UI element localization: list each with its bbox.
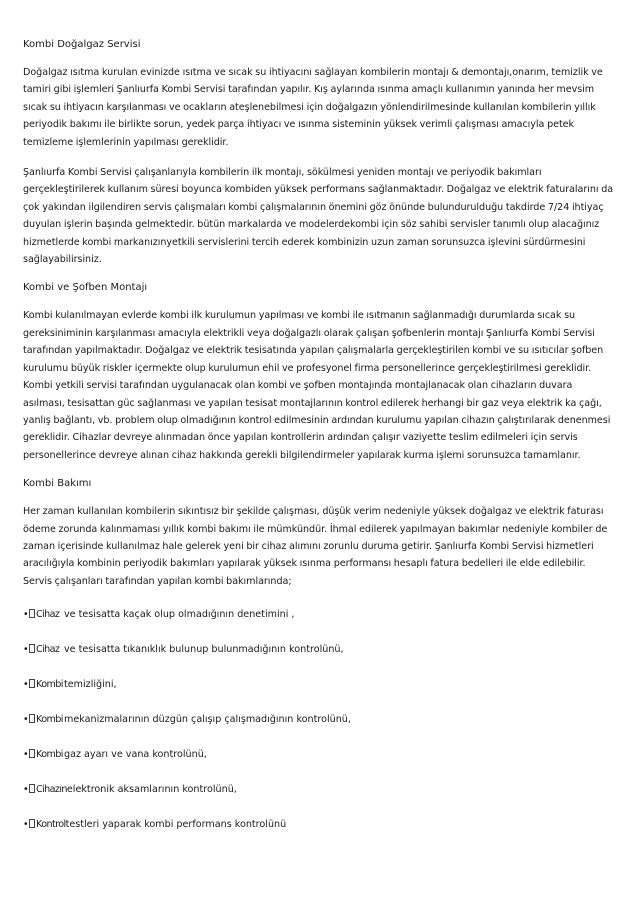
- list-item-lead: Kombi: [36, 714, 63, 726]
- missing-glyph-icon: [29, 644, 35, 653]
- list-item-lead: Kombi: [36, 749, 63, 761]
- list-item: [23, 748, 616, 761]
- list-item-lead: Cihazın: [36, 784, 67, 796]
- bakim-checklist: [23, 608, 616, 831]
- list-item-text: ve tesisatta kaçak olup olmadığının denetimini ,: [64, 609, 295, 621]
- list-item: [23, 643, 616, 656]
- list-item-text: elektronik aksamlarının kontrolünü,: [66, 784, 237, 796]
- bullet-icon: •: [23, 819, 29, 831]
- page-title: Kombi Doğalgaz Servisi: [23, 39, 141, 50]
- list-item-text: gaz ayarı ve vana kontrolünü,: [64, 749, 207, 761]
- bullet-icon: •: [23, 784, 29, 796]
- missing-glyph-icon: [29, 784, 35, 793]
- bullet-icon: •: [23, 749, 29, 761]
- missing-glyph-icon: [29, 714, 35, 723]
- missing-glyph-icon: [29, 679, 35, 688]
- list-item-text: temizliğini,: [64, 679, 117, 691]
- list-item: [23, 783, 616, 796]
- section-heading-montaj: Kombi ve Şofben Montajı: [23, 282, 148, 294]
- list-item: [23, 818, 616, 831]
- bullet-icon: •: [23, 609, 29, 621]
- list-item-text: ve tesisatta tıkanıklık bulunup bulunmadığının kontrolünü,: [64, 644, 344, 656]
- list-item-lead: Kombi: [36, 679, 63, 691]
- list-item-lead: Kontrol: [36, 819, 66, 831]
- section-heading-bakim: Kombi Bakımı: [23, 478, 92, 490]
- list-item: [23, 713, 616, 726]
- bakim-paragraph: Her zaman kullanılan kombilerin sıkıntısız bir şekilde çalışması, düşük verim nedeniyle yüksek doğalgaz ve elektrik faturası ödeme zorunda kalınmaması yıllık kombi bakımı ile mümkündür. İhmal edilerek yapılmayan bakımlar nedeniyle kombiler de zaman içerisinde kullanılmaz hale gelerek yeni bir cihaz alımını zorunlu duruma getirir. Şanlıurfa Kombi Servisi hizmetleri aracılığıyla kombinin periyodik bakımları yapılarak yüksek ısınma performansı hesaplı fatura bedelleri ile elde edilebilir. Servis çalışanları tarafından yapılan kombi bakımlarında;: [23, 506, 608, 587]
- intro-paragraph-1: Doğalgaz ısıtma kurulan evinizde ısıtma ve sıcak su ihtiyacını sağlayan kombilerin montajı & demontajı,onarım, temizlik ve tamiri gibi işlemleri Şanlıurfa Kombi Servisi tarafından yapılır. Kış aylarında ısınma amaçlı kullanımın yanında her mevsim sıcak su ihtiyacın karşılanması ve ocakların ateşlenebilmesi için doğalgazın yönlendirilmesinde kullanılan kombilerin yıllık periyodik bakımı ile birlikte sorun, yedek parça ihtiyacı ve ısınma sisteminin yüksek verimli çalışması amacıyla petek temizleme işlemlerinin yapılması gereklidir.: [23, 67, 603, 148]
- list-item-text: testleri yaparak kombi performans kontrolünü: [65, 819, 287, 831]
- intro-paragraph-2: Şanlıurfa Kombi Servisi çalışanlarıyla kombilerin ilk montajı, sökülmesi yeniden montajı ve periyodik bakımları gerçekleştirilerek kullanım süresi boyunca kombiden yüksek performans sağlanmaktadır. Doğalgaz ve elektrik faturalarını da çok yakından ilgilendiren servis çalışmaları kombi çalışmalarının önemini göz önünde bulundurulduğu takdirde 7/24 ihtiyaç duyulan işlerin başında gelmektedir. bütün markalarda ve modelerdekombi için söz sahibi servisler tanımlı olup alacağınız hizmetlerde kombi markanızınyetkili servislerini tercih ederek kombinizin uzun zaman sorunsuzca işlevini sürdürmesini sağlayabilirsiniz.: [23, 167, 614, 266]
- list-item-text: mekanizmalarının düzgün çalışıp çalışmadığının kontrolünü,: [64, 714, 351, 726]
- missing-glyph-icon: [29, 609, 35, 618]
- list-item-lead: Cihaz: [36, 644, 60, 656]
- bullet-icon: •: [23, 714, 29, 726]
- montaj-paragraph: Kombi kulanılmayan evlerde kombi ilk kurulumun yapılması ve kombi ile ısıtmanın sağlanmadığı durumlarda sıcak su gereksiniminin karşılanması amacıyla elektrikli veya doğalgazlı olarak çalışan şofbenlerin montajı Şanlıurfa Kombi Servisi tarafından yapılmaktadır. Doğalgaz ve elektrik tesisatında yapılan çalışmalarla gerçekleştirilen kombi ve su ısıtıcılar şofben kurulumu büyük riskler içermekte olup kurulumun ehil ve profesyonel firma personellerince gerçekleştirilmesi gereklidir. Kombi yetkili servisi tarafından uygulanacak olan kombi ve şofben montajında montajlanacak olan cihazların duvara asılması, tesisattan güc sağlanması ve yapılan tesisat montajlarının kontrol edilerek herhangi bir gaz veya elektrik ka çağı, yanlış bağlantı, vb. problem olup olmadığının kontrol edilmesinin ardından kurulumu yapılan cihazın çalıştırılarak denenmesi gereklidir. Cihazlar devreye alınmadan önce yapılan kontrollerin ardından çalışır vaziyette teslim edilmeleri için servis personellerince devreye alınan cihaz hakkında gerekli bilgilendirmeler yapılarak kurma işlemi sorunsuzca tamamlanır.: [23, 310, 611, 461]
- bullet-icon: •: [23, 644, 29, 656]
- bullet-icon: •: [23, 679, 29, 691]
- missing-glyph-icon: [29, 819, 35, 828]
- list-item: [23, 608, 616, 621]
- list-item: [23, 678, 616, 691]
- list-item-lead: Cihaz: [36, 609, 60, 621]
- missing-glyph-icon: [29, 749, 35, 758]
